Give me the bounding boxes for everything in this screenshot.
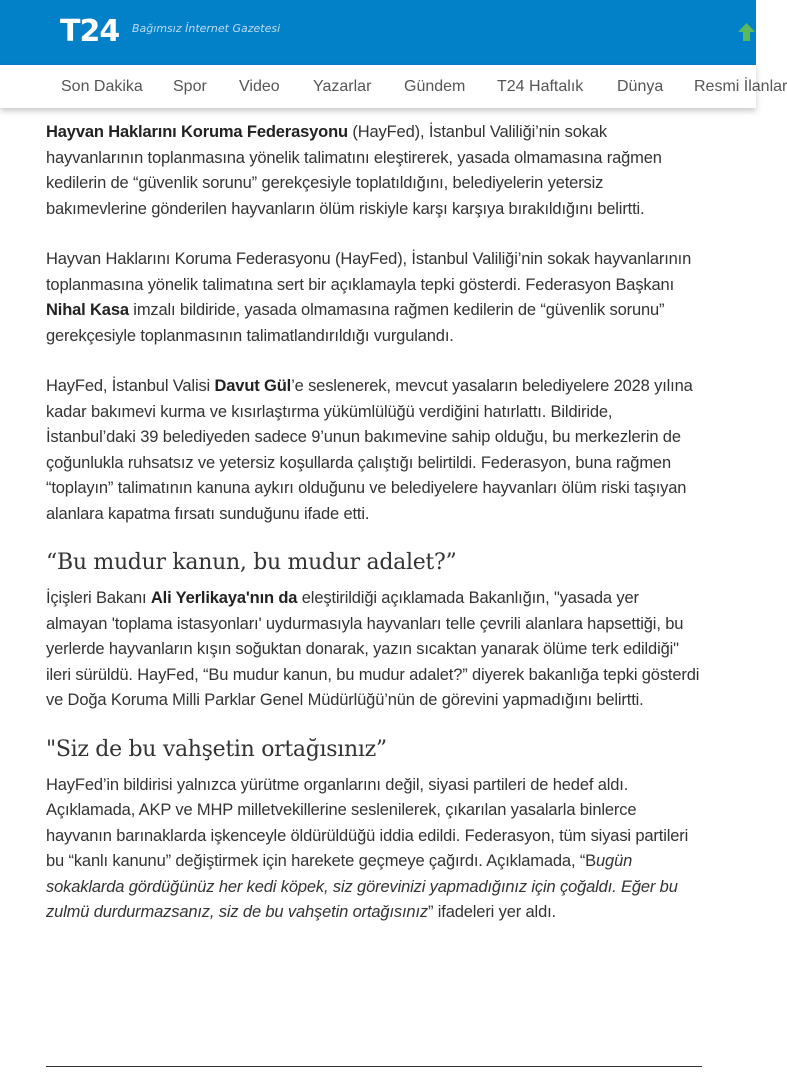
paragraph-text: ’e seslenerek, mevcut yasaların belediyelere 2028 yılına kadar bakımevi kurma ve kısırlaştırma yükümlülüğü verdiğini hatırlattı. Bildiride, İstanbul’daki 39 belediyeden sadece 9’unun bakımevine sahip olduğu, bu merkezlerin de çoğunlukla ruhsatsız ve yetersiz koşullarda çalıştığı belirtildi. Federasyon, buna rağmen “toplayın” talimatının kanuna aykırı olduğunu ve belediyelere hayvanları ölüm riski taşıyan alanlara kapatma fırsatı sunduğunu ifade etti. bbox=[46, 377, 693, 523]
article-paragraph bbox=[46, 586, 704, 714]
bold-text: Davut Gül bbox=[214, 377, 292, 395]
article-body bbox=[0, 108, 756, 926]
paragraph-text: HayFed’in bildirisi yalnızca yürütme organlarını değil, siyasi partileri de hedef aldı. Açıklamada, AKP ve MHP milletvekillerine seslenilerek, çıkarılan yasalarla binlerce hayvanın barınaklarda işkenceyle öldürüldüğü iddia edildi. Federasyon, tüm siyasi partileri bu “kanlı kanunu” değiştirmek için harekete geçmeye çağırdı. Açıklamada, “B bbox=[46, 775, 689, 870]
paragraph-text: İçişleri Bakanı bbox=[46, 589, 151, 607]
nav-item-gundem[interactable]: Gündem bbox=[404, 78, 466, 95]
article-paragraph bbox=[46, 773, 704, 926]
nav-item-yazarlar[interactable]: Yazarlar bbox=[313, 78, 372, 95]
bold-text: Ali Yerlikaya'nın da bbox=[150, 589, 298, 607]
nav-item-son-dakika[interactable]: Son Dakika bbox=[61, 78, 143, 95]
article-paragraph bbox=[46, 247, 704, 349]
nav-item-dunya[interactable]: Dünya bbox=[617, 78, 664, 95]
paragraph-text: imzalı bildiride, yasada olmamasına rağmen kedilerin de “güvenlik sorunu” gerekçesiyle toplanmasının talimatlandırıldığı vurgulandı. bbox=[46, 301, 665, 345]
nav-item-resmi-ilanlar[interactable]: Resmi İlanlar bbox=[694, 78, 787, 95]
article-divider bbox=[46, 1066, 702, 1067]
bold-text: Hayvan Haklarını Koruma Federasyonu bbox=[46, 123, 348, 141]
bold-text: Nihal Kasa bbox=[46, 301, 129, 319]
nav-item-video[interactable]: Video bbox=[239, 78, 280, 95]
quote-text: ugün sokaklarda gördüğünüz her kedi köpek, siz görevinizi yapmadığınız için çoğaldı. Eğer bu zulmü durdurmazsanız, siz de bu vahşetin ortağısınız bbox=[46, 852, 678, 921]
nav-item-spor[interactable]: Spor bbox=[173, 78, 207, 95]
paragraph-text: Hayvan Haklarını Koruma Federasyonu (HayFed), İstanbul Valiliği’nin sokak hayvanlarının toplanmasına yönelik talimatına sert bir açıklamayla tepki gösterdi. Federasyon Başkanı bbox=[46, 250, 692, 294]
section-heading: "Siz de bu vahşetin ortağısınız” bbox=[46, 736, 387, 762]
paragraph-text: eleştirildiği açıklamada Bakanlığın, "yasada yer almayan 'toplama istasyonları' uydurmasıyla hayvanları telle çevrili alanlara hapsettiği, bu yerlerde hayvanların kışın soğuktan donarak, yazın sıcaktan yanarak ölüme terk edildiği" ileri sürüldü. HayFed, “Bu mudur kanun, bu mudur adalet?” diyerek bakanlığa tepki gösterdi ve Doğa Koruma Milli Parklar Genel Müdürlüğü’nün de görevini yapmadığını belirtti. bbox=[46, 589, 700, 709]
article-paragraph bbox=[46, 120, 704, 222]
paragraph-text: ” ifadeleri yer aldı. bbox=[427, 903, 556, 921]
site-header bbox=[0, 0, 756, 65]
up-arrow-icon[interactable] bbox=[737, 22, 756, 42]
article-paragraph bbox=[46, 374, 704, 527]
t24-logo[interactable]: T24 bbox=[60, 14, 120, 49]
section-heading: “Bu mudur kanun, bu mudur adalet?” bbox=[46, 550, 457, 575]
nav-item-t24-haftalik[interactable]: T24 Haftalık bbox=[497, 78, 584, 95]
paragraph-text: HayFed, İstanbul Valisi bbox=[46, 377, 215, 395]
site-tagline: Bağımsız İnternet Gazetesi bbox=[132, 22, 281, 35]
paragraph-text: (HayFed), İstanbul Valiliği’nin sokak hayvanlarının toplanmasına yönelik talimatını eleştirerek, yasada olmamasına rağmen kedilerin de “güvenlik sorunu” gerekçesiyle toplatıldığını, belediyelerin yetersiz bakımevlerine gönderilen hayvanların ölüm riskiyle karşı karşıya bırakıldığını belirtti. bbox=[46, 123, 662, 218]
main-nav bbox=[0, 65, 787, 108]
